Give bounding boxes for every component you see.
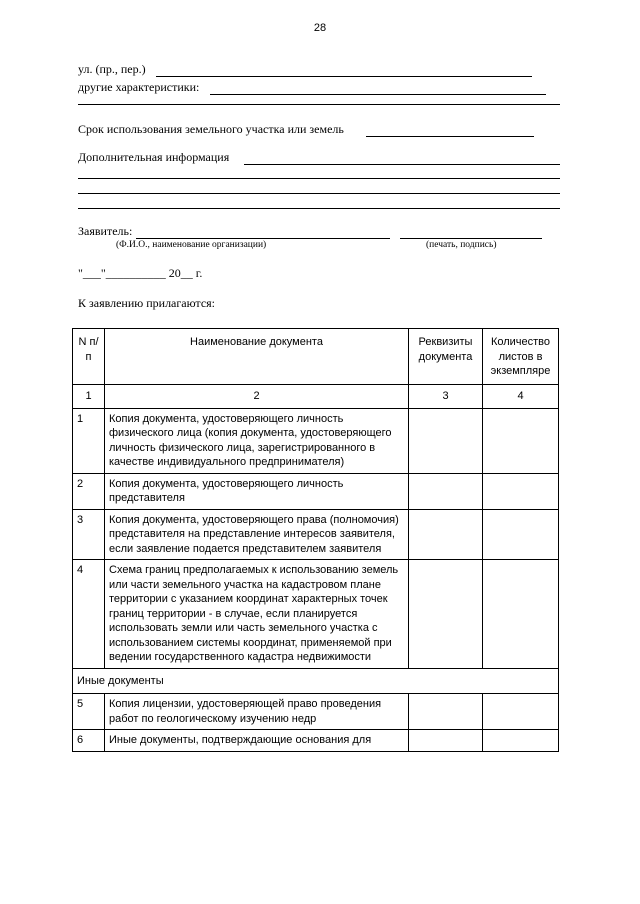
index-cell: 3	[409, 385, 483, 409]
row-requisites-cell[interactable]	[409, 694, 483, 730]
index-cell: 2	[105, 385, 409, 409]
additional-field-line-3[interactable]	[78, 193, 560, 194]
applicant-label: Заявитель:	[78, 224, 133, 238]
row-num: 4	[73, 560, 105, 669]
row-num: 2	[73, 473, 105, 509]
row-num: 5	[73, 694, 105, 730]
additional-row	[78, 150, 229, 166]
row-name: Копия документа, удостоверяющего личность представителя	[105, 473, 409, 509]
table-row	[73, 509, 559, 560]
applicant-sign-field[interactable]	[400, 238, 542, 239]
row-requisites-cell[interactable]	[409, 560, 483, 669]
index-cell: 4	[483, 385, 559, 409]
index-cell: 1	[73, 385, 105, 409]
row-name: Схема границ предполагаемых к использованию земель или части земельного участка на кадастровом плане территории с указанием координат характерных точек границ территории - в случае, если планируется использовать земли или часть земельного участка с использованием системы координат, применяемой при ведении государственного кадастра недвижимости	[105, 560, 409, 669]
street-row	[78, 62, 146, 78]
street-label: ул. (пр., пер.)	[78, 62, 146, 76]
other-row	[78, 80, 199, 96]
header-name: Наименование документа	[105, 329, 409, 385]
attachments-label: К заявлению прилагаются:	[78, 296, 216, 310]
row-sheets-cell[interactable]	[483, 730, 559, 752]
table-row	[73, 408, 559, 473]
table-row	[73, 694, 559, 730]
additional-field[interactable]	[244, 164, 560, 165]
additional-field-line-4[interactable]	[78, 208, 560, 209]
street-field[interactable]	[156, 76, 532, 77]
header-requisites: Реквизиты документа	[409, 329, 483, 385]
row-name: Иные документы, подтверждающие основания для	[105, 730, 409, 752]
additional-field-line-2[interactable]	[78, 178, 560, 179]
additional-label: Дополнительная информация	[78, 150, 230, 164]
page-number: 28	[313, 22, 327, 34]
other-field-line-2[interactable]	[78, 104, 560, 105]
row-sheets-cell[interactable]	[483, 509, 559, 560]
row-requisites-cell[interactable]	[409, 473, 483, 509]
header-sheets: Количество листов в экземпляре	[483, 329, 559, 385]
date-line[interactable]: "___"__________ 20__ г.	[78, 266, 203, 280]
row-sheets-cell[interactable]	[483, 694, 559, 730]
table-row	[73, 730, 559, 752]
table-row	[73, 473, 559, 509]
table-index-row	[73, 385, 559, 409]
header-num: N п/п	[73, 329, 105, 385]
applicant-row	[78, 224, 132, 240]
row-name: Копия лицензии, удостоверяющей право проведения работ по геологическому изучению недр	[105, 694, 409, 730]
applicant-sign-caption: (печать, подпись)	[426, 240, 497, 250]
other-label: другие характеристики:	[78, 80, 200, 94]
row-name: Копия документа, удостоверяющего права (полномочия) представителя на представление интересов заявителя, если заявление подается представителем заявителя	[105, 509, 409, 560]
attachments-table	[72, 328, 559, 752]
other-field[interactable]	[210, 94, 546, 95]
term-label: Срок использования земельного участка или земель	[78, 122, 344, 136]
term-field[interactable]	[366, 136, 534, 137]
applicant-name-field[interactable]	[136, 238, 390, 239]
section-label: Иные документы	[73, 668, 559, 694]
row-sheets-cell[interactable]	[483, 560, 559, 669]
table-section-row	[73, 668, 559, 694]
row-num: 1	[73, 408, 105, 473]
row-num: 6	[73, 730, 105, 752]
table-row	[73, 560, 559, 669]
row-sheets-cell[interactable]	[483, 473, 559, 509]
applicant-name-caption: (Ф.И.О., наименование организации)	[116, 240, 267, 250]
row-num: 3	[73, 509, 105, 560]
row-requisites-cell[interactable]	[409, 730, 483, 752]
table-header-row	[73, 329, 559, 385]
row-requisites-cell[interactable]	[409, 408, 483, 473]
term-row	[78, 122, 344, 138]
row-name: Копия документа, удостоверяющего личность физического лица (копия документа, удостоверяющего личность физического лица, зарегистрированного в качестве индивидуального предпринимателя)	[105, 408, 409, 473]
row-sheets-cell[interactable]	[483, 408, 559, 473]
row-requisites-cell[interactable]	[409, 509, 483, 560]
